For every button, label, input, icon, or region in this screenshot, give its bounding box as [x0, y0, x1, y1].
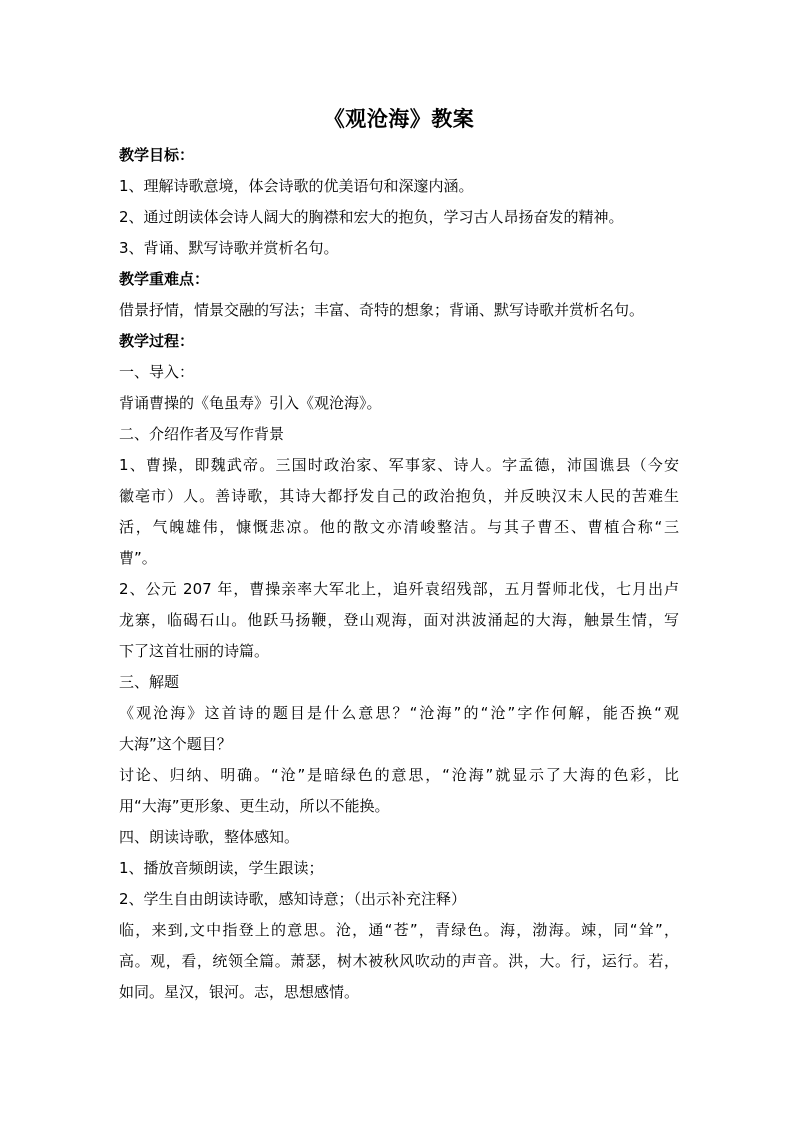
paragraph-line: 活，气魄雄伟，慷慨悲凉。他的散文亦清峻整洁。与其子曹丕、曹植合称“三: [119, 518, 679, 536]
section-heading-key-points: 教学重难点：: [119, 270, 210, 288]
subheading-author-background: 二、介绍作者及写作背景: [119, 425, 285, 443]
annotation-line: 高。观，看，统领全篇。萧瑟，树木被秋风吹动的声音。洪，大。行，运行。若，: [119, 952, 679, 970]
paragraph-line: 1、曹操，即魏武帝。三国时政治家、军事家、诗人。字孟德，沛国谯县（今安: [119, 456, 679, 474]
annotation-line: 如同。星汉，银河。志，思想感情。: [119, 983, 360, 1001]
key-points-text: 借景抒情，情景交融的写法；丰富、奇特的想象；背诵、默写诗歌并赏析名句。: [119, 301, 645, 319]
paragraph-line: 下了这首壮丽的诗篇。: [119, 642, 270, 660]
paragraph-line: 2、学生自由朗读诗歌，感知诗意；（出示补充注释）: [119, 890, 467, 908]
paragraph-line: 《观沧海》这首诗的题目是什么意思？“沧海”的“沧”字作何解，能否换“观: [119, 704, 679, 722]
paragraph-line: 用“大海”更形象、更生动，所以不能换。: [119, 797, 390, 815]
objective-item: 1、理解诗歌意境，体会诗歌的优美语句和深邃内涵。: [119, 177, 474, 195]
paragraph-line: 曹”。: [119, 549, 157, 567]
section-heading-process: 教学过程：: [119, 332, 195, 350]
paragraph-line: 龙寨，临碣石山。他跃马扬鞭，登山观海，面对洪波涌起的大海，触景生情，写: [119, 611, 679, 629]
subheading-reading: 四、朗读诗歌，整体感知。: [119, 828, 300, 846]
paragraph-line: 2、公元 207 年，曹操亲率大军北上，追歼袁绍残部，五月誓师北伐，七月出卢: [119, 580, 679, 598]
subheading-title-analysis: 三、解题: [119, 673, 180, 691]
section-heading-objectives: 教学目标：: [119, 146, 195, 164]
paragraph-line: 讨论、归纳、明确。“沧”是暗绿色的意思，“沧海”就显示了大海的色彩，比: [119, 766, 679, 784]
objective-item: 2、通过朗读体会诗人阔大的胸襟和宏大的抱负，学习古人昂扬奋发的精神。: [119, 208, 624, 226]
paragraph-line: 背诵曹操的《龟虽寿》引入《观沧海》。: [119, 394, 382, 412]
subheading-introduction: 一、导入：: [119, 363, 195, 381]
document-page: [119, 104, 679, 1008]
paragraph-line: 徽亳市）人。善诗歌，其诗大都抒发自己的政治抱负，并反映汉末人民的苦难生: [119, 487, 679, 505]
paragraph-line: 1、播放音频朗读，学生跟读；: [119, 859, 324, 877]
annotation-line: 临，来到,文中指登上的意思。沧，通“苍”，青绿色。海，渤海。竦，同“耸”，: [119, 921, 679, 939]
document-title: 《观沧海》教案: [323, 106, 475, 131]
paragraph-line: 大海”这个题目？: [119, 735, 232, 753]
objective-item: 3、背诵、默写诗歌并赏析名句。: [119, 239, 339, 257]
